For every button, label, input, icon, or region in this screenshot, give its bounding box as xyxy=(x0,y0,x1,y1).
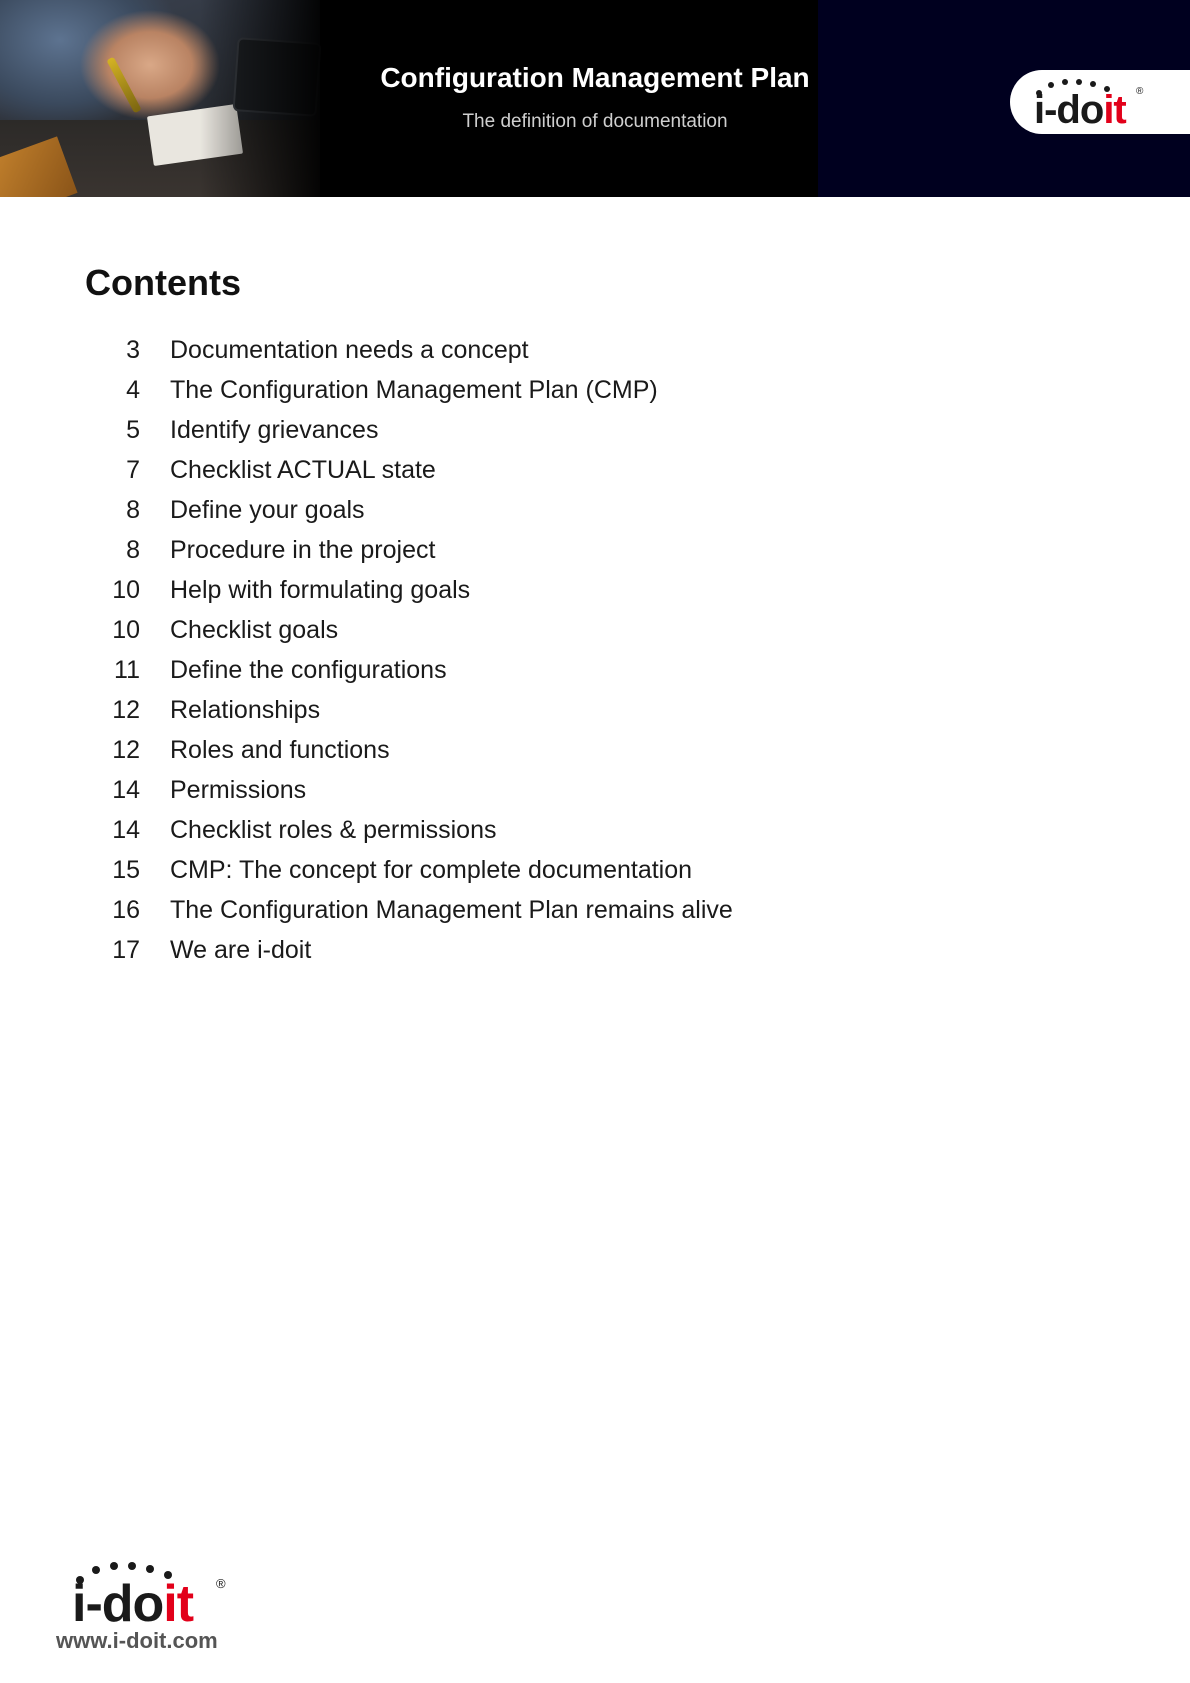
toc-page-number: 8 xyxy=(126,496,140,524)
toc-item[interactable] xyxy=(0,850,900,890)
toc-item[interactable] xyxy=(0,530,900,570)
toc-title: Checklist roles & permissions xyxy=(170,816,497,844)
toc-page-number: 17 xyxy=(112,936,140,964)
toc-title: Roles and functions xyxy=(170,736,390,764)
toc-page-number: 16 xyxy=(112,896,140,924)
toc-item[interactable] xyxy=(0,370,900,410)
toc-title: Procedure in the project xyxy=(170,536,436,564)
document-subtitle: The definition of documentation xyxy=(462,111,728,132)
toc-item[interactable] xyxy=(0,570,900,610)
toc-title: We are i-doit xyxy=(170,936,312,964)
header-banner xyxy=(0,0,1190,197)
document-title: Configuration Management Plan xyxy=(380,62,810,93)
toc-item[interactable] xyxy=(0,330,900,370)
toc-page-number: 7 xyxy=(126,456,140,484)
toc-page-number: 5 xyxy=(126,416,140,444)
footer-logo: i-doit ® xyxy=(72,1560,242,1630)
toc-page-number: 12 xyxy=(112,736,140,764)
toc-title: Relationships xyxy=(170,696,321,724)
toc-item[interactable] xyxy=(0,690,900,730)
toc-title: The Configuration Management Plan (CMP) xyxy=(170,376,658,404)
toc-page-number: 14 xyxy=(112,816,140,844)
toc-page-number: 10 xyxy=(112,576,140,604)
toc-title: Identify grievances xyxy=(170,416,379,444)
toc-item[interactable] xyxy=(0,450,900,490)
toc-item[interactable] xyxy=(0,490,900,530)
toc-page-number: 4 xyxy=(126,376,140,404)
toc-title: Checklist goals xyxy=(170,616,339,644)
toc-page-number: 14 xyxy=(112,776,140,804)
toc-item[interactable] xyxy=(0,410,900,450)
toc-page-number: 8 xyxy=(126,536,140,564)
toc-title: Define your goals xyxy=(170,496,365,524)
toc-title: Help with formulating goals xyxy=(170,576,471,604)
toc-page-number: 3 xyxy=(126,336,140,364)
toc-page-number: 11 xyxy=(114,656,140,684)
toc-title: Permissions xyxy=(170,776,307,804)
toc-item[interactable] xyxy=(0,730,900,770)
toc-title: Define the configurations xyxy=(170,656,447,684)
toc-item[interactable] xyxy=(0,890,900,930)
toc-title: Checklist ACTUAL state xyxy=(170,456,436,484)
toc-title: Documentation needs a concept xyxy=(170,336,529,364)
toc-page-number: 10 xyxy=(112,616,140,644)
table-of-contents xyxy=(0,330,900,970)
contents-heading: Contents xyxy=(85,262,241,303)
header-logo: i-doit ® xyxy=(1034,78,1154,128)
toc-item[interactable] xyxy=(0,650,900,690)
toc-item[interactable] xyxy=(0,770,900,810)
toc-item[interactable] xyxy=(0,810,900,850)
toc-title: The Configuration Management Plan remains alive xyxy=(170,896,733,924)
toc-item[interactable] xyxy=(0,930,900,970)
toc-page-number: 12 xyxy=(112,696,140,724)
toc-page-number: 15 xyxy=(112,856,140,884)
toc-item[interactable] xyxy=(0,610,900,650)
website-link[interactable]: www.i-doit.com xyxy=(56,1628,218,1653)
toc-title: CMP: The concept for complete documentation xyxy=(170,856,693,884)
